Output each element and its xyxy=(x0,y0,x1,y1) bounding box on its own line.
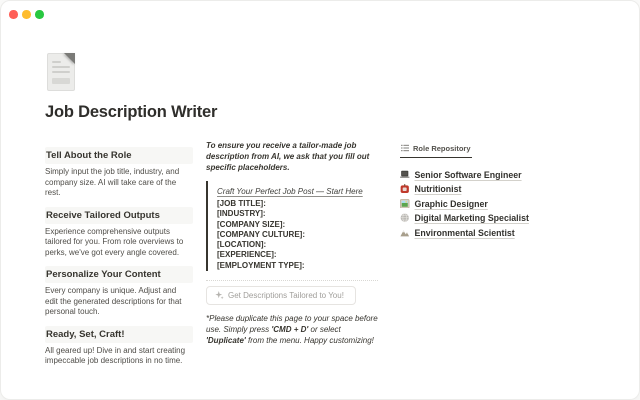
list-item-label: Digital Marketing Specialist xyxy=(414,213,529,223)
prompt-link[interactable]: Craft Your Perfect Job Post — Start Here xyxy=(217,187,363,196)
section-receive-outputs xyxy=(45,207,193,259)
footnote-text: *Please duplicate this page to your space before use. Simply press xyxy=(206,314,378,335)
list-item-label: Nutritionist xyxy=(414,184,462,194)
document-icon-fold xyxy=(64,53,75,64)
list-item-label: Senior Software Engineer xyxy=(414,169,522,180)
list-item-senior-software-engineer[interactable] xyxy=(400,168,605,182)
placeholder-industry[interactable]: [INDUSTRY]: xyxy=(217,209,266,219)
section-ready-set-craft xyxy=(45,326,193,367)
placeholder-location[interactable]: [LOCATION]: xyxy=(217,240,267,250)
footnote-text: or select xyxy=(308,325,341,335)
intro-text: To ensure you receive a tailor-made job description from AI, we ask that you fill out specific placeholders. xyxy=(206,141,370,172)
framed-picture-icon xyxy=(400,199,410,209)
document-icon-line xyxy=(52,78,70,84)
placeholder-experience[interactable]: [EXPERIENCE]: xyxy=(217,250,277,260)
list-item-label: Environmental Scientist xyxy=(414,227,515,238)
database-tab-bar xyxy=(400,139,605,163)
role-repository-column xyxy=(400,139,605,240)
document-icon-line xyxy=(52,66,70,68)
section-personalize-content xyxy=(45,266,193,318)
prompt-quote-block xyxy=(206,181,378,271)
list-item-digital-marketing-specialist[interactable] xyxy=(400,211,605,225)
section-body: All geared up! Dive in and start creating impeccable job descriptions in no time. xyxy=(45,345,186,365)
footnote-shortcut: 'CMD + D' xyxy=(271,325,309,335)
window-controls xyxy=(9,10,44,19)
divider xyxy=(206,280,378,281)
tab-label: Role Repository xyxy=(413,143,471,153)
document-icon-line xyxy=(52,71,70,73)
footnote-text: from the menu. Happy customizing! xyxy=(245,336,374,346)
list-item-nutritionist[interactable] xyxy=(400,182,605,196)
get-descriptions-button[interactable] xyxy=(206,286,356,305)
list-item-environmental-scientist[interactable] xyxy=(400,226,605,240)
section-heading: Tell About the Role xyxy=(45,147,193,164)
tab-role-repository[interactable] xyxy=(400,142,472,158)
laptop-icon xyxy=(400,170,410,180)
section-heading: Receive Tailored Outputs xyxy=(45,207,193,224)
placeholder-job-title[interactable]: [JOB TITLE]: xyxy=(217,199,266,208)
section-body: Every company is unique. Adjust and edit the generated descriptions for that personal touch. xyxy=(45,286,182,316)
page-title: Job Description Writer xyxy=(45,103,218,121)
apple-icon xyxy=(400,184,410,194)
how-it-works-column xyxy=(45,147,193,375)
list-item-graphic-designer[interactable] xyxy=(400,197,605,211)
zoom-window-button[interactable] xyxy=(35,10,44,19)
section-body: Simply input the job title, industry, and company size. AI will take care of the rest. xyxy=(45,167,180,197)
document-icon xyxy=(47,53,75,91)
placeholder-employment-type[interactable]: [EMPLOYMENT TYPE]: xyxy=(217,260,305,270)
minimize-window-button[interactable] xyxy=(22,10,31,19)
section-heading: Personalize Your Content xyxy=(45,266,193,283)
list-view-icon xyxy=(401,144,409,152)
section-body: Experience comprehensive outputs tailored for you. From role overviews to perks, we've got every angle covered. xyxy=(45,226,184,257)
section-heading: Ready, Set, Craft! xyxy=(45,326,193,343)
mountain-icon xyxy=(400,228,410,238)
duplicate-footnote xyxy=(206,313,378,346)
sparkle-icon xyxy=(215,291,224,300)
role-repository-list xyxy=(400,168,605,240)
placeholder-company-culture[interactable]: [COMPANY CULTURE]: xyxy=(217,229,305,239)
prompt-column xyxy=(206,140,378,346)
globe-icon xyxy=(400,213,410,223)
footnote-duplicate: 'Duplicate' xyxy=(206,336,246,346)
section-tell-about-role xyxy=(45,147,193,199)
placeholder-company-size[interactable]: [COMPANY SIZE]: xyxy=(217,219,286,229)
get-descriptions-button-label: Get Descriptions Tailored to You! xyxy=(228,291,344,301)
list-item-label: Graphic Designer xyxy=(414,198,488,209)
document-icon-line xyxy=(52,61,61,63)
close-window-button[interactable] xyxy=(9,10,18,19)
